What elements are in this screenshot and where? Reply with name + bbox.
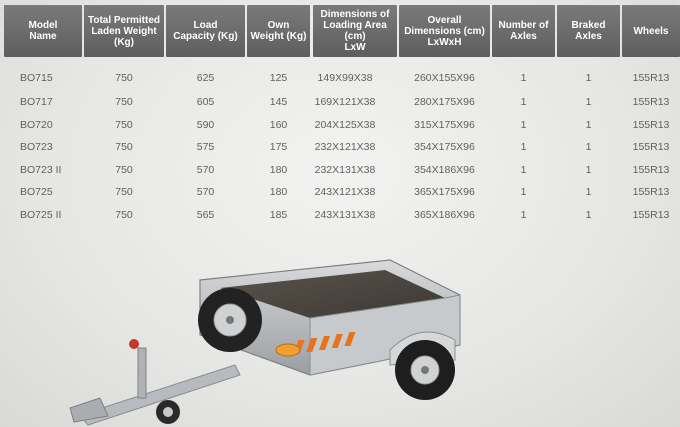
cell-overall-dimensions: 354X175X96 [414, 141, 475, 153]
cell-own-weight: 160 [269, 119, 288, 131]
table-row [0, 115, 680, 135]
cell-loading-area: 243X121X38 [314, 186, 376, 198]
cell-loading-area: 169X121X38 [314, 96, 376, 108]
table-row [0, 92, 680, 112]
cell-own-weight: 125 [269, 72, 288, 84]
cell-number-of-axles: 1 [520, 209, 527, 221]
table-header [0, 5, 680, 57]
cell-wheels: 155R13 [632, 72, 670, 84]
header-laden-weight: Total Permitted Laden Weight (Kg) [84, 5, 164, 57]
cell-model: BO723 [20, 141, 53, 153]
header-loading-area: Dimensions of Loading Area (cm) LxW [313, 5, 397, 57]
trailer-image [60, 240, 480, 427]
cell-wheels: 155R13 [632, 164, 670, 176]
cell-number-of-axles: 1 [520, 141, 527, 153]
cell-braked-axles: 1 [585, 119, 592, 131]
cell-wheels: 155R13 [632, 186, 670, 198]
cell-laden-weight: 750 [115, 96, 133, 108]
cell-load-capacity: 590 [196, 119, 215, 131]
cell-number-of-axles: 1 [520, 186, 527, 198]
cell-overall-dimensions: 365X186X96 [414, 209, 475, 221]
cell-model: BO720 [20, 119, 53, 131]
cell-own-weight: 180 [269, 186, 288, 198]
cell-laden-weight: 750 [115, 209, 133, 221]
cell-load-capacity: 570 [196, 186, 215, 198]
cell-load-capacity: 605 [196, 96, 215, 108]
cell-laden-weight: 750 [115, 141, 133, 153]
cell-own-weight: 175 [269, 141, 288, 153]
cell-braked-axles: 1 [585, 209, 592, 221]
cell-overall-dimensions: 315X175X96 [414, 119, 475, 131]
cell-number-of-axles: 1 [520, 72, 527, 84]
table-row [0, 137, 680, 157]
cell-laden-weight: 750 [115, 164, 133, 176]
cell-laden-weight: 750 [115, 119, 133, 131]
cell-loading-area: 232X121X38 [314, 141, 376, 153]
header-wheels: Wheels [622, 5, 680, 57]
cell-number-of-axles: 1 [520, 119, 527, 131]
table-row [0, 68, 680, 88]
cell-own-weight: 180 [269, 164, 288, 176]
header-braked-axles: Braked Axles [557, 5, 620, 57]
header-own-weight: Own Weight (Kg) [247, 5, 310, 57]
cell-model: BO717 [20, 96, 53, 108]
header-load-capacity: Load Capacity (Kg) [166, 5, 245, 57]
cell-overall-dimensions: 260X155X96 [414, 72, 475, 84]
cell-model: BO725 II [20, 209, 62, 221]
cell-overall-dimensions: 365X175X96 [414, 186, 475, 198]
cell-loading-area: 149X99X38 [317, 72, 373, 84]
cell-own-weight: 185 [269, 209, 288, 221]
cell-braked-axles: 1 [585, 164, 592, 176]
cell-braked-axles: 1 [585, 96, 592, 108]
cell-wheels: 155R13 [632, 96, 670, 108]
cell-load-capacity: 575 [196, 141, 215, 153]
cell-wheels: 155R13 [632, 209, 670, 221]
table-row [0, 160, 680, 180]
cell-load-capacity: 565 [196, 209, 215, 221]
cell-load-capacity: 625 [196, 72, 215, 84]
table-row [0, 182, 680, 202]
cell-model: BO723 II [20, 164, 62, 176]
cell-loading-area: 232X131X38 [314, 164, 376, 176]
cell-loading-area: 243X131X38 [314, 209, 376, 221]
cell-wheels: 155R13 [632, 141, 670, 153]
cell-laden-weight: 750 [115, 72, 133, 84]
cell-model: BO725 [20, 186, 53, 198]
header-model-name: Model Name [4, 5, 82, 57]
cell-wheels: 155R13 [632, 119, 670, 131]
cell-overall-dimensions: 280X175X96 [414, 96, 475, 108]
cell-braked-axles: 1 [585, 186, 592, 198]
cell-number-of-axles: 1 [520, 164, 527, 176]
cell-braked-axles: 1 [585, 141, 592, 153]
header-overall-dimensions: Overall Dimensions (cm) LxWxH [399, 5, 490, 57]
table-row [0, 205, 680, 225]
cell-model: BO715 [20, 72, 53, 84]
cell-overall-dimensions: 354X186X96 [414, 164, 475, 176]
cell-own-weight: 145 [269, 96, 288, 108]
header-number-of-axles: Number of Axles [492, 5, 555, 57]
cell-laden-weight: 750 [115, 186, 133, 198]
cell-number-of-axles: 1 [520, 96, 527, 108]
cell-braked-axles: 1 [585, 72, 592, 84]
cell-loading-area: 204X125X38 [314, 119, 376, 131]
cell-load-capacity: 570 [196, 164, 215, 176]
